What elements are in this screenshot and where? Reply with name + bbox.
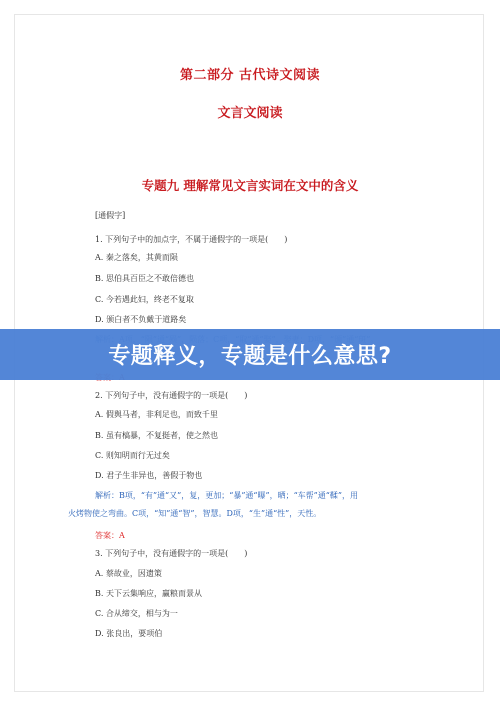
q3-option-c: C. 合从缔交，相与为一 [95, 609, 178, 618]
q2-analysis-line-2: 火烤物使之弯曲。C项，“知”通“智”，智慧。D项，“生”通“性”，天性。 [68, 509, 322, 518]
topic-title: 专题九 理解常见文言实词在文中的含义 [141, 178, 359, 193]
q2-option-c: C. 则知明而行无过矣 [95, 451, 170, 460]
section-tag: [通假字] [95, 211, 126, 220]
q1-stem: 1. 下列句子中的加点字，不属于通假字的一项是( ) [95, 235, 288, 244]
title-banner[interactable] [0, 329, 500, 380]
part-title: 第二部分 古代诗文阅读 [179, 68, 321, 83]
q2-option-b: B. 虽有槁暴，不复挺者，使之然也 [95, 431, 218, 440]
q2-analysis-line-1: 解析：B项，“有”通“又”，复，更加；“暴”通“曝”，晒；“车帮”通“鞣”，用 [95, 491, 358, 500]
section-title: 文言文阅读 [217, 106, 283, 121]
q3-option-a: A. 蔡故业，因遗策 [95, 569, 162, 578]
q1-option-d: D. 颁白者不负戴于道路矣 [95, 315, 187, 324]
q2-option-a: A. 假舆马者，非利足也，而致千里 [95, 410, 218, 419]
q2-option-d: D. 君子生非异也，善假于物也 [95, 471, 203, 480]
q2-stem: 2. 下列句子中，没有通假字的一项是( ) [95, 391, 248, 400]
q3-option-b: B. 天下云集响应，赢粮而景从 [95, 589, 202, 598]
q1-option-b: B. 思伯具百臣之不敢倍德也 [95, 274, 194, 283]
q3-option-d: D. 张良出，要项伯 [95, 629, 163, 638]
q1-option-c: C. 今若遇此妇，终老不复取 [95, 295, 194, 304]
q2-answer: 答案：A [95, 531, 125, 540]
banner-title: 专题释义，专题是什么意思? [108, 344, 392, 369]
q3-stem: 3. 下列句子中，没有通假字的一项是( ) [95, 549, 248, 558]
q1-option-a: A. 秦之落矣，其黄而陨 [95, 253, 178, 262]
